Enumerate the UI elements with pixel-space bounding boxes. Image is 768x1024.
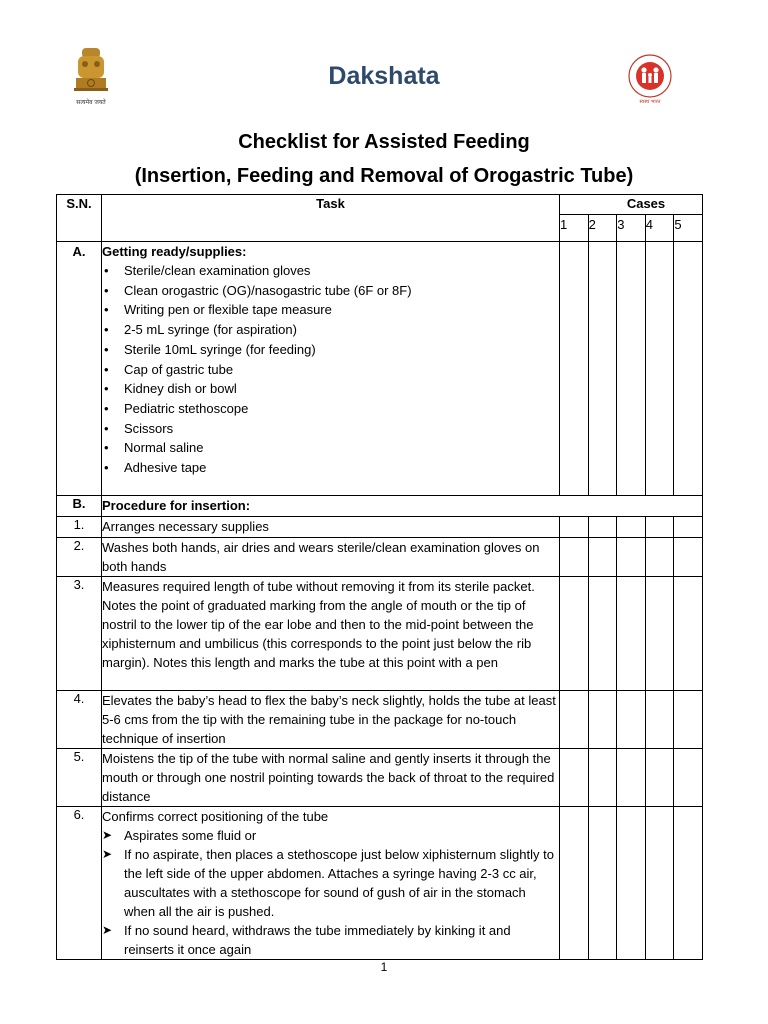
list-item: • Cap of gastric tube <box>124 360 559 380</box>
row-sn: 3. <box>57 577 102 691</box>
case-checkbox[interactable] <box>674 577 703 691</box>
case-checkbox[interactable] <box>588 242 617 496</box>
table-row <box>57 807 703 960</box>
case-checkbox[interactable] <box>588 691 617 749</box>
section-a-row <box>57 242 703 496</box>
row-sn: 5. <box>57 749 102 807</box>
table-row <box>57 577 703 691</box>
case-checkbox[interactable] <box>674 242 703 496</box>
case-checkbox[interactable] <box>560 538 589 577</box>
section-title: Getting ready/supplies: <box>102 244 247 259</box>
table-row <box>57 517 703 538</box>
case-checkbox[interactable] <box>645 538 674 577</box>
sub-steps-list <box>102 826 559 959</box>
cases-header: Cases <box>560 195 703 215</box>
case-checkbox[interactable] <box>674 691 703 749</box>
list-item: • Scissors <box>124 419 559 439</box>
case-checkbox[interactable] <box>617 242 646 496</box>
row-task: Washes both hands, air dries and wears sterile/clean examination gloves on both hands <box>102 538 560 577</box>
emblem-caption: सत्यमेव जयते <box>76 99 106 106</box>
case-checkbox[interactable] <box>674 749 703 807</box>
case-checkbox[interactable] <box>617 749 646 807</box>
task-header: Task <box>102 195 560 242</box>
supplies-list <box>102 261 559 478</box>
case-checkbox[interactable] <box>617 538 646 577</box>
section-title: Procedure for insertion: <box>102 496 703 517</box>
row-task: Elevates the baby’s head to flex the baby’s neck slightly, holds the tube at least 5-6 cms from the tip with the remaining tube in the package for no-touch technique of insertion <box>102 691 560 749</box>
case-checkbox[interactable] <box>560 807 589 960</box>
checklist-table <box>56 194 703 960</box>
case-checkbox[interactable] <box>560 749 589 807</box>
row-sn: 1. <box>57 517 102 538</box>
case-checkbox[interactable] <box>617 517 646 538</box>
table-row <box>57 749 703 807</box>
case-checkbox[interactable] <box>645 749 674 807</box>
case-checkbox[interactable] <box>645 517 674 538</box>
checklist-subtitle: (Insertion, Feeding and Removal of Orogastric Tube) <box>134 165 634 187</box>
case-checkbox[interactable] <box>674 538 703 577</box>
list-item: • Kidney dish or bowl <box>124 379 559 399</box>
row-sn: 6. <box>57 807 102 960</box>
arrow-bullet-icon: ➤ <box>102 828 113 842</box>
list-item: Aspirates some fluid or <box>124 828 257 843</box>
case-checkbox[interactable] <box>645 807 674 960</box>
case-checkbox[interactable] <box>588 807 617 960</box>
case-checkbox[interactable] <box>674 517 703 538</box>
list-item: • Pediatric stethoscope <box>124 399 559 419</box>
case-number: 2 <box>588 215 617 242</box>
checklist-title: Checklist for Assisted Feeding <box>238 131 530 153</box>
case-checkbox[interactable] <box>617 807 646 960</box>
nhm-caption: स्वस्थ भारत <box>639 99 661 105</box>
national-health-mission-logo-icon <box>620 50 680 106</box>
list-item: • Clean orogastric (OG)/nasogastric tube (6F or 8F) <box>124 281 559 301</box>
case-number: 5 <box>674 215 703 242</box>
case-checkbox[interactable] <box>645 691 674 749</box>
row-task: Confirms correct positioning of the tube <box>102 809 329 824</box>
list-item: • Writing pen or flexible tape measure <box>124 300 559 320</box>
case-checkbox[interactable] <box>560 517 589 538</box>
sn-header: S.N. <box>57 195 102 242</box>
case-checkbox[interactable] <box>645 242 674 496</box>
table-row <box>57 691 703 749</box>
case-checkbox[interactable] <box>617 577 646 691</box>
case-number: 3 <box>617 215 646 242</box>
case-checkbox[interactable] <box>560 577 589 691</box>
case-checkbox[interactable] <box>674 807 703 960</box>
row-task: Moistens the tip of the tube with normal saline and gently inserts it through the mouth or through one nostril pointing towards the back of throat to the required distance <box>102 749 560 807</box>
case-checkbox[interactable] <box>588 538 617 577</box>
case-checkbox[interactable] <box>560 691 589 749</box>
row-sn: 2. <box>57 538 102 577</box>
arrow-bullet-icon: ➤ <box>102 923 113 937</box>
brand-title: Dakshata <box>328 62 440 90</box>
list-item: • Adhesive tape <box>124 458 559 478</box>
section-sn: A. <box>57 242 102 496</box>
list-item: • Sterile/clean examination gloves <box>124 261 559 281</box>
list-item: • Sterile 10mL syringe (for feeding) <box>124 340 559 360</box>
case-checkbox[interactable] <box>560 242 589 496</box>
list-item: If no aspirate, then places a stethoscope just below xiphisternum slightly to the left side of the upper abdomen. Attaches a syringe having 2-3 cc air, auscultates with a stethoscope for sound of gush of air in the stomach when all the air is pushed. <box>124 847 554 919</box>
case-checkbox[interactable] <box>645 577 674 691</box>
arrow-bullet-icon: ➤ <box>102 847 113 861</box>
page-number: 1 <box>380 960 388 974</box>
section-b-row <box>57 496 703 517</box>
case-number: 1 <box>560 215 589 242</box>
case-number: 4 <box>645 215 674 242</box>
row-task: Measures required length of tube without removing it from its sterile packet. Notes the point of graduated marking from the angle of mouth or the tip of nostril to the lower tip of the ear lobe and then to the mid-point between the xiphisternum and umbilicus (this corresponds to the point just below the rib margin). Notes this length and marks the tube at this point with a pen <box>102 577 560 691</box>
table-row <box>57 538 703 577</box>
row-sn: 4. <box>57 691 102 749</box>
case-checkbox[interactable] <box>588 749 617 807</box>
row-task: Arranges necessary supplies <box>102 517 560 538</box>
case-checkbox[interactable] <box>588 577 617 691</box>
section-sn: B. <box>57 496 102 517</box>
list-item: If no sound heard, withdraws the tube immediately by kinking it and reinserts it once again <box>124 923 511 957</box>
list-item: • Normal saline <box>124 438 559 458</box>
case-checkbox[interactable] <box>617 691 646 749</box>
case-checkbox[interactable] <box>588 517 617 538</box>
list-item: • 2-5 mL syringe (for aspiration) <box>124 320 559 340</box>
